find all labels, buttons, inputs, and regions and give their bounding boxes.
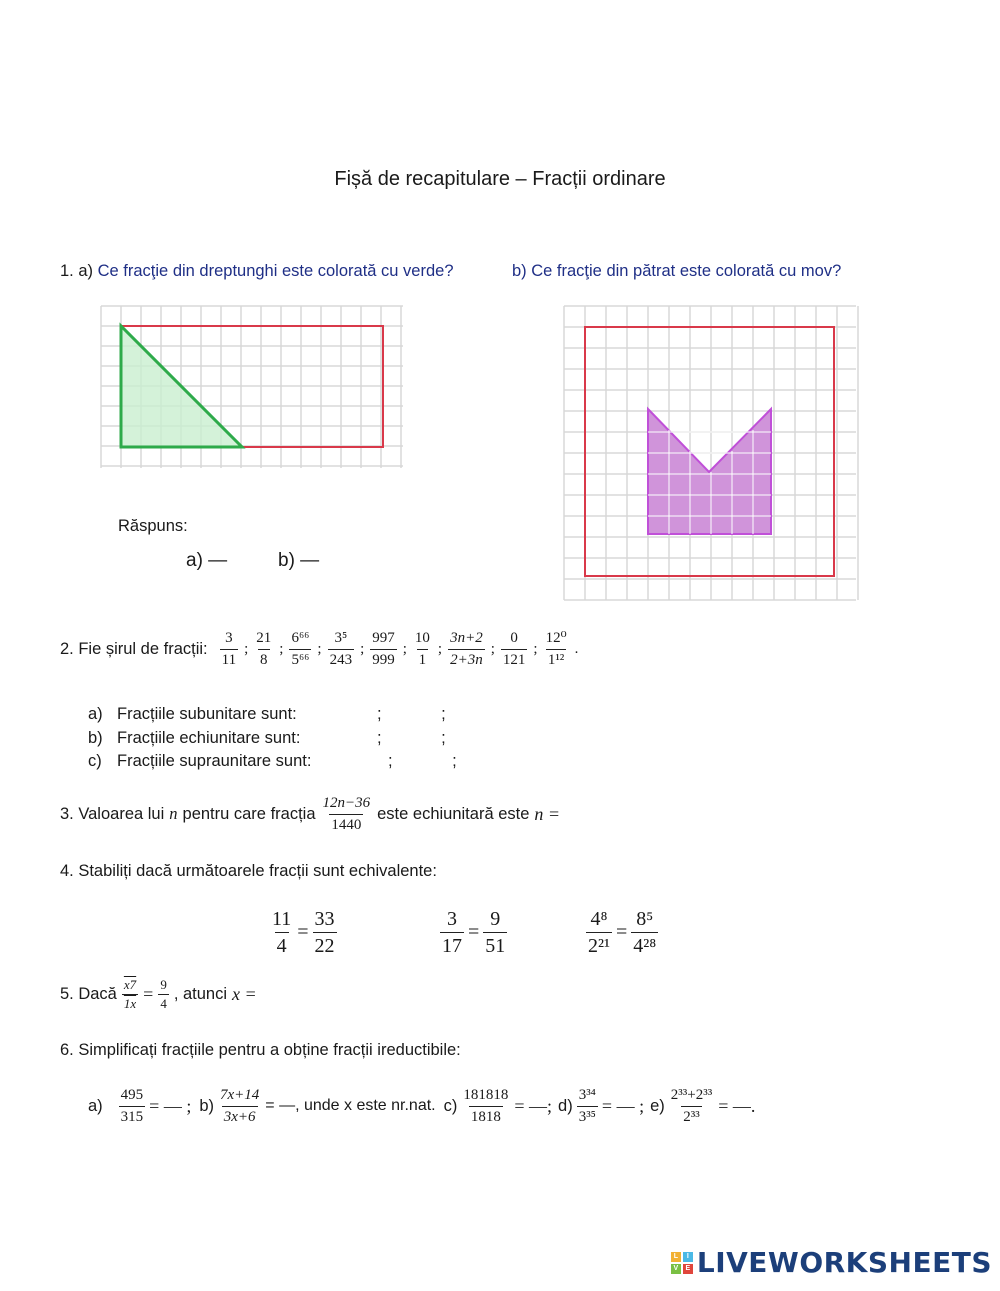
q6-a-answer[interactable]: = — ; bbox=[149, 1095, 192, 1116]
q2-item-c: c) Fracțiile supraunitare sunt: bbox=[88, 752, 312, 770]
q2-item-b: b) Fracțiile echiunitare sunt: bbox=[88, 729, 301, 747]
q1-label: 1. a) bbox=[60, 262, 94, 280]
rectangle-figure bbox=[95, 300, 410, 475]
q1-heading bbox=[60, 262, 454, 281]
answer-a[interactable]: a) — bbox=[186, 550, 228, 571]
q2-item-a-sep[interactable]: ; ; bbox=[377, 705, 446, 723]
logo-text: LIVEWORKSHEETS bbox=[696, 1246, 992, 1279]
answer-b[interactable]: b) — bbox=[278, 550, 320, 571]
seq-fraction: $\frac{997}{999}$ bbox=[372, 630, 395, 668]
q2-item-c-sep[interactable]: ; ; bbox=[388, 752, 457, 770]
q1b-question: b) Ce fracţie din pătrat este colorată cu mov? bbox=[512, 262, 842, 280]
q4-pair-1: $\frac{11}{4}$ = $\frac{33}{22}$ bbox=[272, 908, 335, 957]
q6-text: 6. Simplificați fracțiile pentru a obține fracții ireductibile: bbox=[60, 1041, 461, 1059]
q6-exercises: a) $\frac{495}{315}$ = — ; b) $\frac{7x+14}{3x+6}$ = —, unde x este nr.nat. c) $\frac{181818}{1818}$ = —; d) $\frac{\text{3³⁴}}{\text{3³⁵}}$ = — ; e) $\frac{\text{2³³+2³³}}{\text{2³³}}$ = —. bbox=[88, 1087, 756, 1125]
q4-pair-3: $\frac{\text{4⁸}}{\text{2²¹}}$ = $\frac{\text{8⁵}}{\text{4²⁸}}$ bbox=[588, 908, 657, 957]
seq-fraction: $\frac{21}{8}$ bbox=[256, 630, 272, 668]
q1a-question: Ce fracţie din dreptunghi este colorată cu verde? bbox=[97, 262, 454, 280]
seq-fraction: $\frac{3}{11}$ bbox=[221, 630, 237, 668]
q6-c-answer[interactable]: = —; bbox=[514, 1095, 553, 1116]
page-title: Fișă de recapitulare – Fracții ordinare bbox=[334, 168, 666, 190]
q6-d-answer[interactable]: = — ; bbox=[601, 1095, 645, 1116]
q3-fraction: $\frac{12n-36}{1440}$ bbox=[322, 795, 371, 833]
logo-blocks-icon: L I V E bbox=[671, 1252, 693, 1274]
seq-fraction: $\frac{10}{1}$ bbox=[414, 630, 430, 668]
q2-label: 2. Fie șirul de fracții: bbox=[60, 639, 208, 658]
q4-text: 4. Stabiliți dacă următoarele fracții sunt echivalente: bbox=[60, 862, 437, 880]
liveworksheets-logo bbox=[671, 1246, 992, 1279]
q5-fraction: $\frac{x7}{1x}$ bbox=[123, 977, 137, 1012]
seq-fraction: $\frac{0}{121}$ bbox=[502, 630, 526, 668]
square-figure bbox=[560, 302, 860, 604]
seq-fraction: $\frac{\text{6⁶⁶}}{\text{5⁶⁶}}$ bbox=[291, 630, 310, 668]
seq-fraction: $\frac{3n+2}{2+3n}$ bbox=[450, 630, 483, 668]
q2-item-b-sep[interactable]: ; ; bbox=[377, 729, 446, 747]
seq-fraction: $\frac{\text{3⁵}}{243}$ bbox=[329, 630, 353, 668]
q3: 3. Valoarea lui n pentru care fracția $\frac{12n-36}{1440}$ este echiunitară este n = bbox=[60, 795, 561, 833]
red-square bbox=[585, 327, 834, 576]
q6-e-answer[interactable]: = —. bbox=[718, 1095, 756, 1116]
q2-item-a: a) Fracțiile subunitare sunt: bbox=[88, 705, 297, 723]
q4-pair-2: $\frac{3}{17}$ = $\frac{9}{51}$ bbox=[442, 908, 506, 957]
q6-b-answer[interactable]: = —, unde x este nr.nat. bbox=[265, 1097, 436, 1114]
q2-sequence: 2. Fie șirul de fracții: $\frac{3}{11}$ ; $\frac{21}{8}$ ; $\frac{\text{6⁶⁶}}{\text{5⁶⁶}}$ ; $\frac{\text{3⁵}}{243}$ ; $\frac{997}{999}$ ; $\frac{10}{1}$ ; $\frac{3n+2}{2+3n}$ ; $\frac{0}{121}$ ; $\frac{\text{12⁰}}{\text{1¹²}}$ . bbox=[60, 630, 579, 668]
q5: 5. Dacă $\frac{x7}{1x}$ = $\frac{9}{4}$ , atunci x = bbox=[60, 977, 257, 1012]
seq-fraction: $\frac{\text{12⁰}}{\text{1¹²}}$ bbox=[545, 630, 567, 668]
answer-label: Răspuns: bbox=[118, 517, 188, 535]
